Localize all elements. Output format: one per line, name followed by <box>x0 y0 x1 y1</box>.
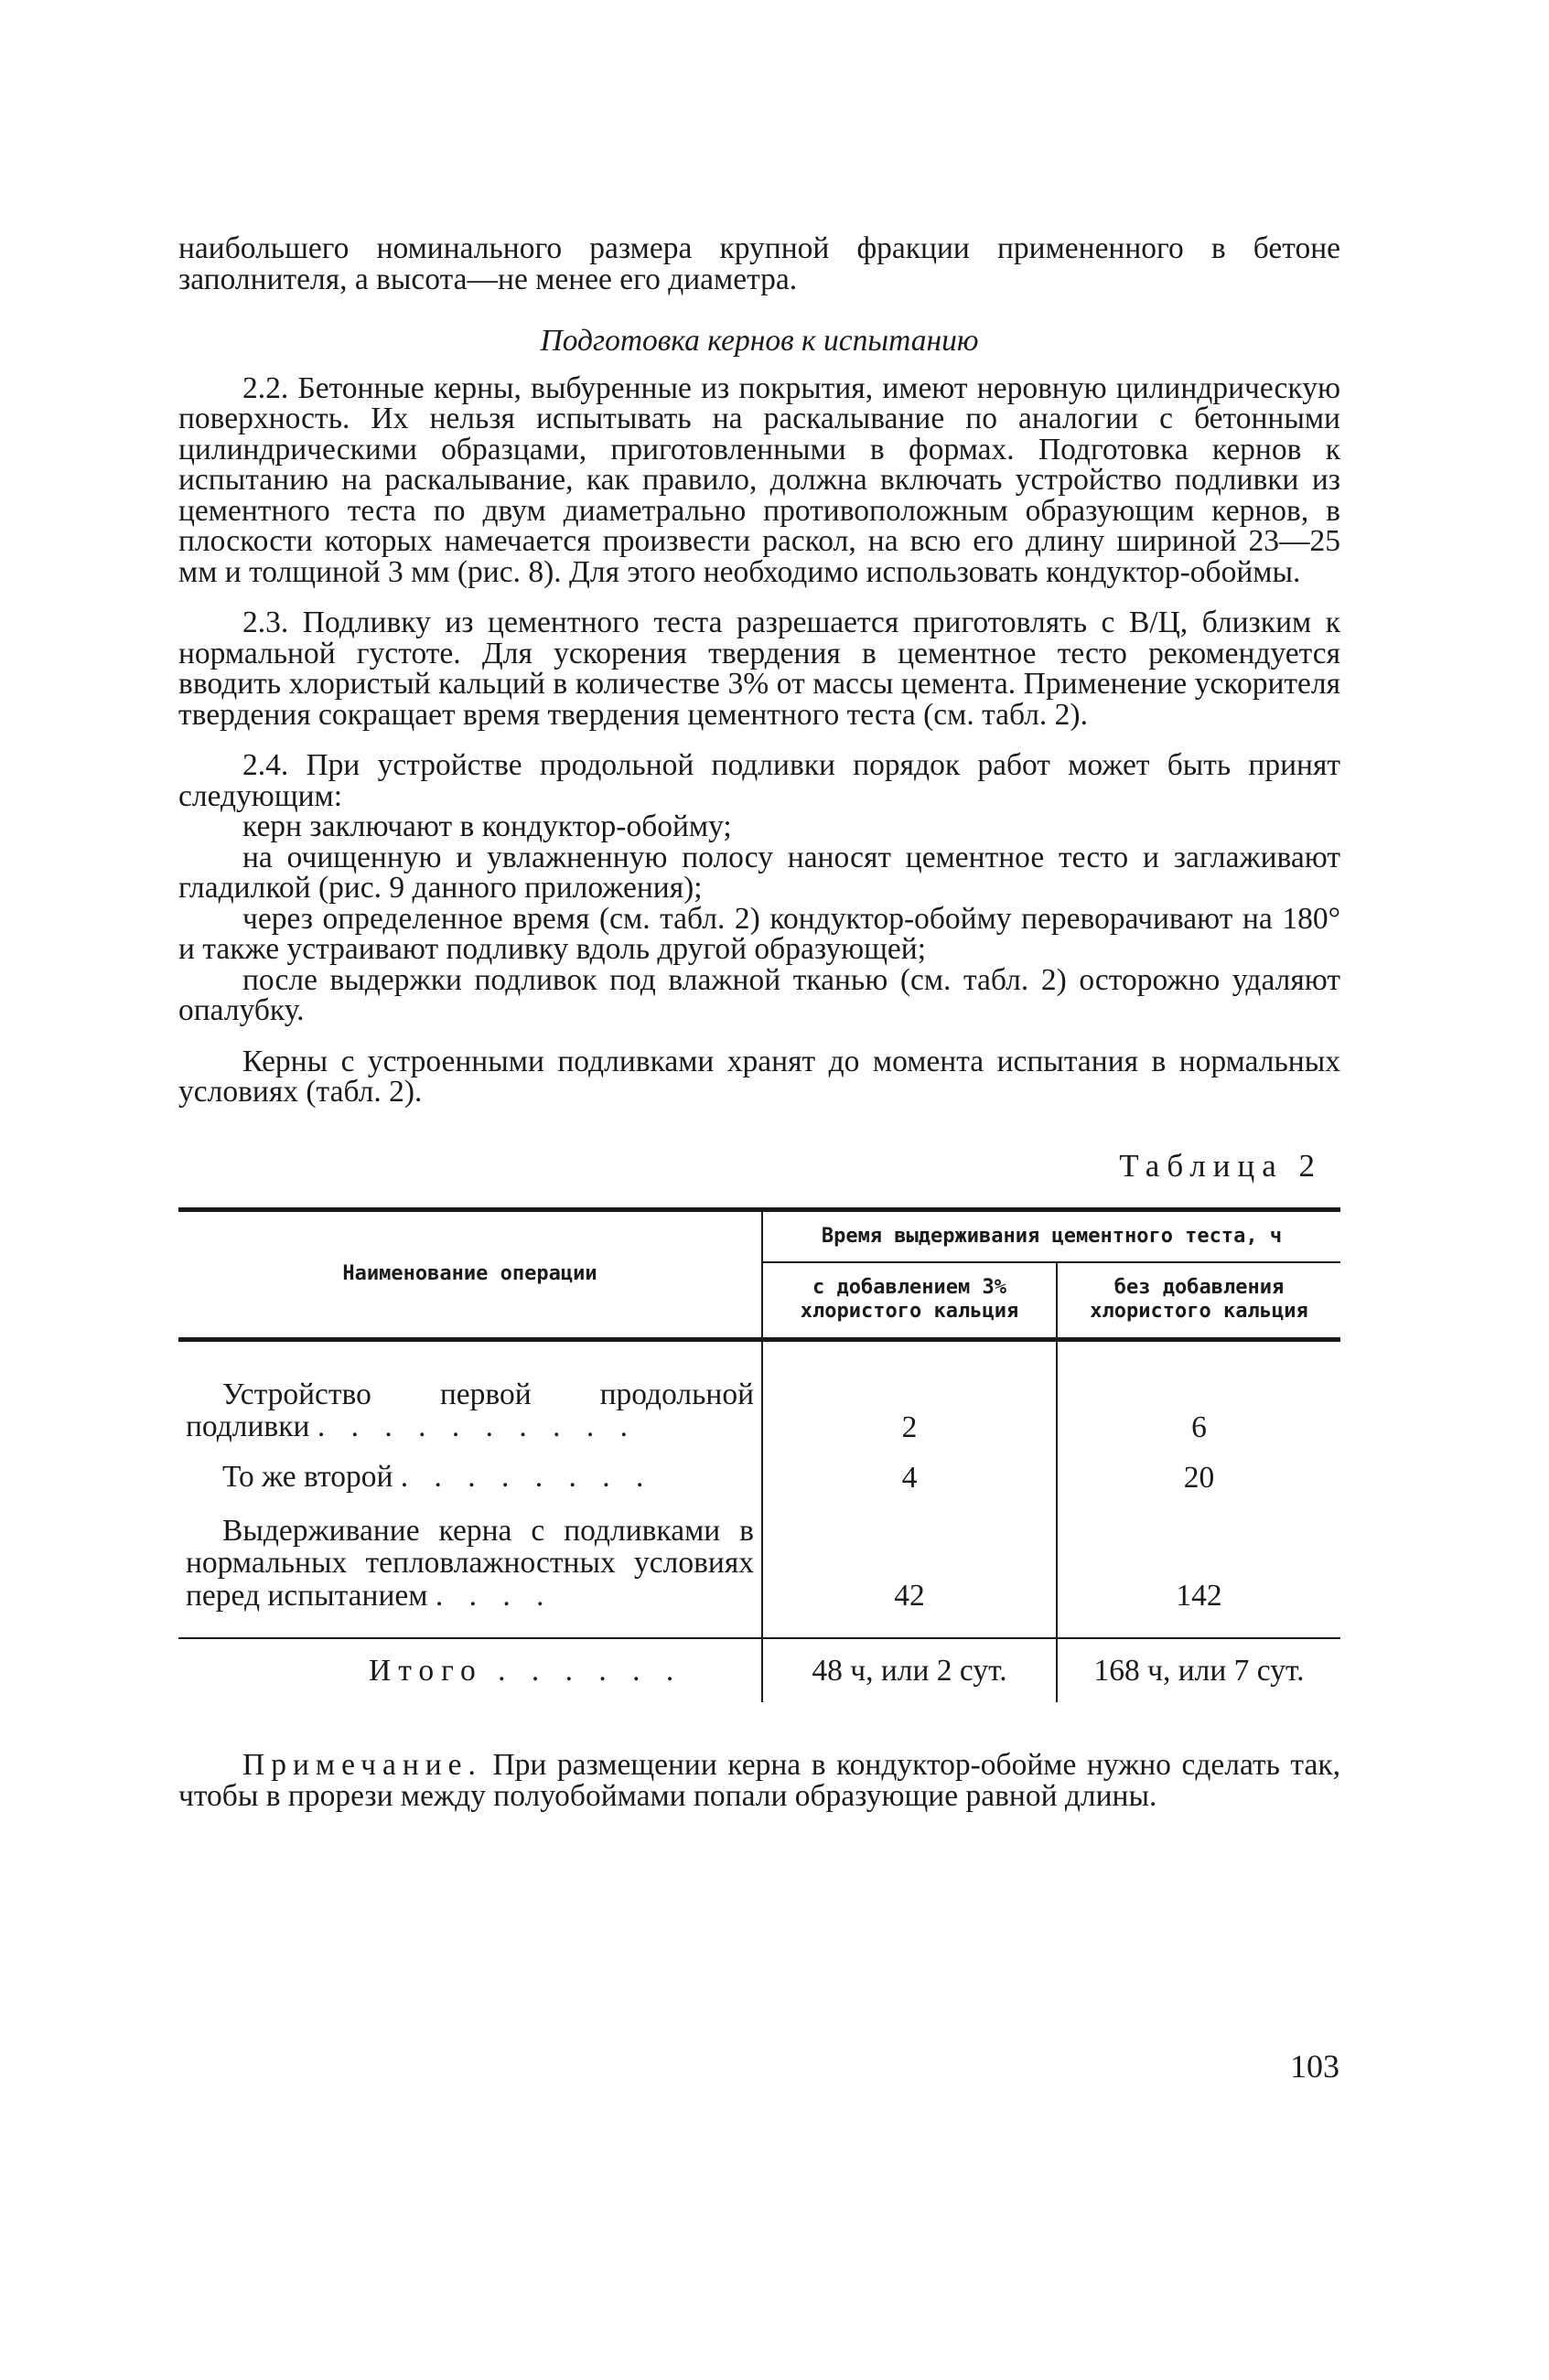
cell-with: 42 <box>762 1498 1057 1638</box>
cell-with: 2 <box>762 1339 1057 1448</box>
total-label: Итого <box>369 1653 483 1688</box>
section-title: Подготовка кернов к испытанию <box>540 324 979 358</box>
step-1: керн заключают в кондуктор-обойму; <box>242 809 732 843</box>
row-dots: . . . . . . . . <box>400 1460 653 1495</box>
row-name: Устройство первой продольной подливки <box>186 1377 754 1443</box>
total-without: 168 ч, или 7 сут. <box>1057 1638 1340 1703</box>
storage-paragraph: Керны с устроенными подливками хранят до момента испытания в нормальных условиях (табл. 2). <box>178 1044 1340 1109</box>
table-row <box>178 1339 1340 1448</box>
row-dots: . . . . . . . . . . <box>317 1409 637 1443</box>
cell-without: 20 <box>1057 1448 1340 1498</box>
total-dots: . . . . . . <box>498 1653 683 1688</box>
table-2 <box>178 1207 1340 1703</box>
total-row <box>178 1638 1340 1703</box>
note-label: Примечание. <box>242 1748 482 1783</box>
intro-text: наибольшего номинального размера крупной фракции примененного в бетоне заполнителя, а высота—не менее его диаметра. <box>178 231 1340 296</box>
header-with-calcium: с добавлением 3% хлористого кальция <box>762 1262 1057 1339</box>
note <box>178 1750 1340 1811</box>
note-text: При размещении керна в кондуктор-обойме нужно сделать так, чтобы в прорези между полуобоймами попали образующие равной длины. <box>178 1748 1341 1813</box>
step-3: через определенное время (см. табл. 2) кондуктор-обойму переворачивают на 180° и также устраивают подливку вдоль другой образующей; <box>178 901 1340 966</box>
header-time: Время выдерживания цементного теста, ч <box>762 1209 1340 1262</box>
row-dots: . . . . <box>435 1578 554 1613</box>
page-content <box>178 233 1340 1811</box>
paragraph-2-4: 2.4. При устройстве продольной подливки порядок работ может быть принят следующим: <box>178 748 1340 813</box>
paragraph-2-2: 2.2. Бетонные керны, выбуренные из покрытия, имеют неровную цилиндрическую поверхность. Их нельзя испытывать на раскалывание по аналогии с бетонными цилиндрическими образцами, приготовленными в формах. Подготовка кернов к испытанию на раскалывание, как правило, должна включать устройство подливки из цементного теста по двум диаметрально противоположным образующим кернов, в плоскости которых намечается произвести раскол, на всю его длину шириной 23—25 мм и толщиной 3 мм (рис. 8). Для этого необходимо использовать кондуктор-обоймы. <box>178 370 1340 589</box>
table-row <box>178 1498 1340 1638</box>
step-4: после выдержки подливок под влажной тканью (см. табл. 2) осторожно удаляют опалубку. <box>178 962 1340 1027</box>
cell-without: 142 <box>1057 1498 1340 1638</box>
table-row <box>178 1448 1340 1498</box>
step-2: на очищенную и увлажненную полосу наносят цементное тесто и заглаживают гладилкой (рис. 9 данного приложения); <box>178 840 1340 905</box>
header-operation: Наименование операции <box>178 1209 762 1339</box>
row-name: То же второй <box>222 1460 393 1495</box>
row-name: Выдерживание керна с подливками в нормальных тепловлажностных условиях перед испытанием <box>186 1514 754 1613</box>
cell-without: 6 <box>1057 1339 1340 1448</box>
paragraph-2-3: 2.3. Подливку из цементного теста разрешается приготовлять с В/Ц, близким к нормальной густоте. Для ускорения твердения в цементное тесто рекомендуется вводить хлористый кальций в количестве 3% от массы цемента. Применение ускорителя твердения сокращает время твердения цементного теста (см. табл. 2). <box>178 606 1340 732</box>
cell-with: 4 <box>762 1448 1057 1498</box>
table-caption: Таблица 2 <box>1119 1147 1322 1184</box>
page-number: 103 <box>1290 2048 1339 2085</box>
total-with: 48 ч, или 2 сут. <box>762 1638 1057 1703</box>
header-without-calcium: без добавления хлористого кальция <box>1057 1262 1340 1339</box>
